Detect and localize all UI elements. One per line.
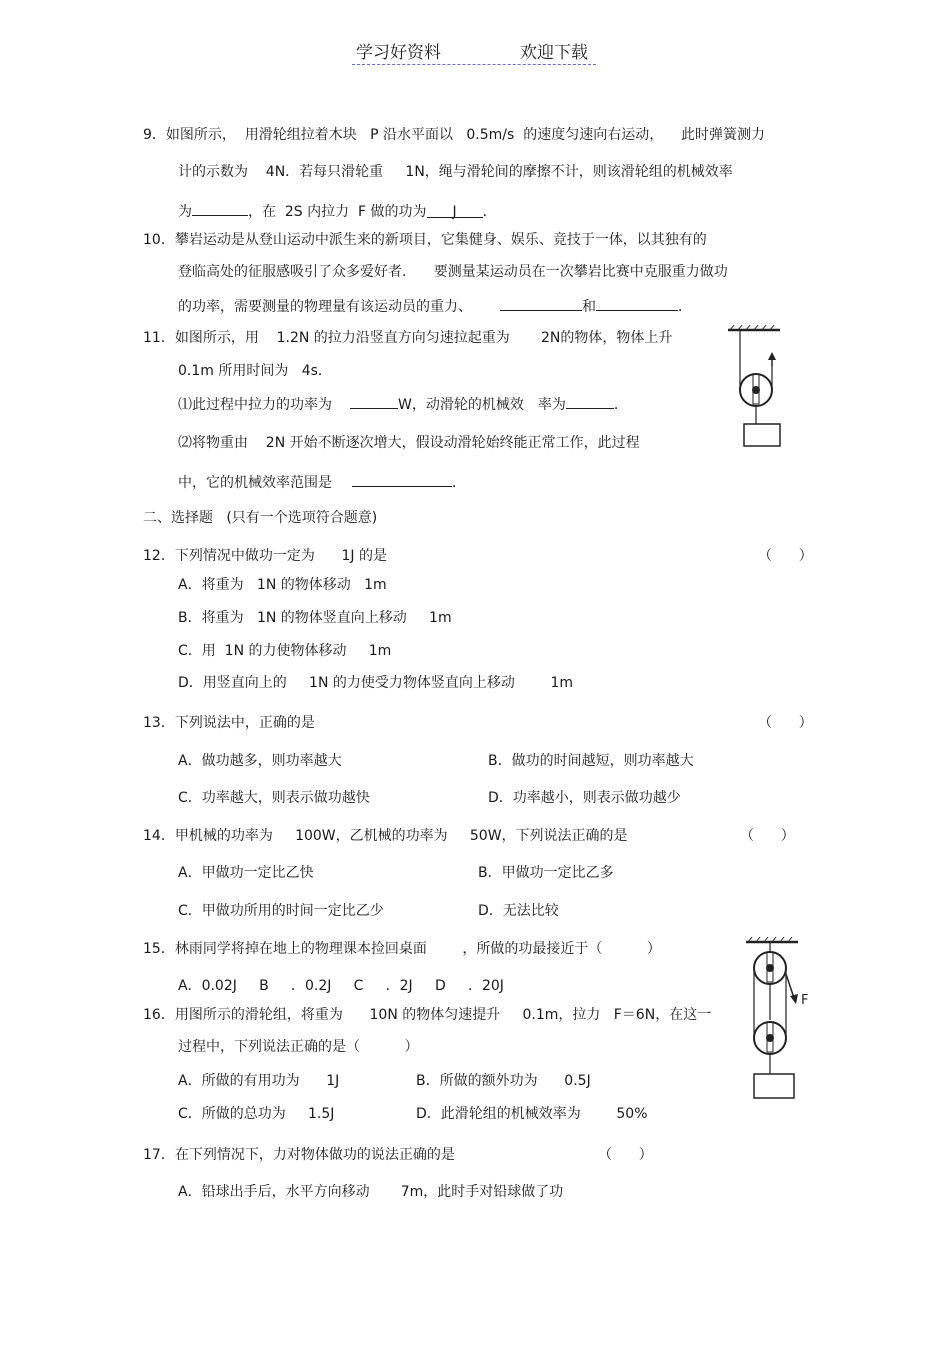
- q11-pulley-figure: [722, 322, 786, 450]
- q10-line1: 10．攀岩运动是从登山运动中派生来的新项目，它集健身、娱乐、竞技于一体，以其独有的: [143, 232, 707, 248]
- q16-line2: 过程中，下列说法正确的是（ ）: [178, 1039, 419, 1055]
- q16-pulley-figure: [738, 934, 818, 1104]
- q16-line1: 16．用图所示的滑轮组，将重为 10N 的物体匀速提升 0.1m，拉力 F＝6N，在这一: [143, 1007, 712, 1023]
- header-right: 欢迎下载: [520, 43, 588, 63]
- q16-option-c: C．所做的总功为 1.5J: [178, 1106, 335, 1122]
- q13-option-a: A．做功越多，则功率越大: [178, 753, 342, 769]
- q11-line3: ⑴此过程中拉力的功率为 W，动滑轮的机械效 率为 ．: [178, 394, 628, 414]
- q12-option-a: A．将重为 1N 的物体移动 1m: [178, 577, 387, 593]
- q14-stem: 14．甲机械的功率为 100W，乙机械的功率为 50W，下列说法正确的是: [143, 828, 628, 844]
- q12-option-d: D．用竖直向上的 1N 的力使受力物体竖直向上移动 1m: [178, 675, 574, 691]
- q15-stem: 15．林雨同学将掉在地上的物理课本捡回桌面 ，所做的功最接近于（ ）: [143, 941, 661, 957]
- q10-line2: 登临高处的征服感吸引了众多爱好者． 要测量某运动员在一次攀岩比赛中克服重力做功: [178, 264, 728, 280]
- q9-line1: 9．如图所示， 用滑轮组拉着木块 P 沿水平面以 0.5m/s 的速度匀速向右运动， 此时弹簧测力: [143, 127, 766, 143]
- q13-option-b: B．做功的时间越短，则功率越大: [488, 753, 694, 769]
- q12-option-b: B．将重为 1N 的物体竖直向上移动 1m: [178, 610, 452, 626]
- q13-stem: 13．下列说法中，正确的是: [143, 715, 315, 731]
- q9-line2: 计的示数为 4N．若每只滑轮重 1N，绳与滑轮间的摩擦不计，则该滑轮组的机械效率: [178, 164, 733, 180]
- q14-option-b: B．甲做功一定比乙多: [478, 865, 614, 881]
- q12-stem: 12．下列情况中做功一定为 1J 的是: [143, 548, 388, 564]
- q14-answer-paren: （ ）: [740, 828, 795, 844]
- q12-answer-paren: （ ）: [758, 548, 813, 564]
- q16-force-label: F: [801, 993, 809, 1008]
- q11-line2: 0.1m 所用时间为 4s．: [178, 363, 332, 379]
- header-underline: [352, 64, 596, 65]
- q16-option-a: A．所做的有用功为 1J: [178, 1073, 340, 1089]
- q9-line3: 为 ，在 2S 内拉力 F 做的功为 J ．: [178, 201, 497, 221]
- q13-option-d: D．功率越小，则表示做功越少: [488, 790, 681, 806]
- header-left: 学习好资料: [356, 43, 441, 63]
- q16-option-d: D．此滑轮组的机械效率为 50%: [416, 1106, 648, 1122]
- q12-option-c: C．用 1N 的力使物体移动 1m: [178, 643, 392, 659]
- q14-option-c: C．甲做功所用的时间一定比乙少: [178, 903, 384, 919]
- section2-title: 二、选择题 (只有一个选项符合题意): [143, 510, 378, 526]
- q11-line5: 中，它的机械效率范围是 ．: [178, 472, 466, 492]
- q17-answer-paren: （ ）: [598, 1147, 653, 1163]
- q13-option-c: C．功率越大，则表示做功越快: [178, 790, 370, 806]
- q14-option-d: D．无法比较: [478, 903, 559, 919]
- q10-line3: 的功率，需要测量的物理量有该运动员的重力、 和 ．: [178, 296, 692, 316]
- q15-options: A．0.02J B ．0.2J C ．2J D ．20J: [178, 978, 504, 994]
- q14-option-a: A．甲做功一定比乙快: [178, 865, 314, 881]
- q17-stem: 17．在下列情况下，力对物体做功的说法正确的是: [143, 1147, 455, 1163]
- q11-line4: ⑵将物重由 2N 开始不断逐次增大，假设动滑轮始终能正常工作，此过程: [178, 435, 640, 451]
- q16-option-b: B．所做的额外功为 0.5J: [416, 1073, 591, 1089]
- q17-option-a: A．铅球出手后，水平方向移动 7m，此时手对铅球做了功: [178, 1184, 564, 1200]
- q13-answer-paren: （ ）: [758, 715, 813, 731]
- q11-line1: 11．如图所示，用 1.2N 的拉力沿竖直方向匀速拉起重为 2N的物体，物体上升: [143, 330, 673, 346]
